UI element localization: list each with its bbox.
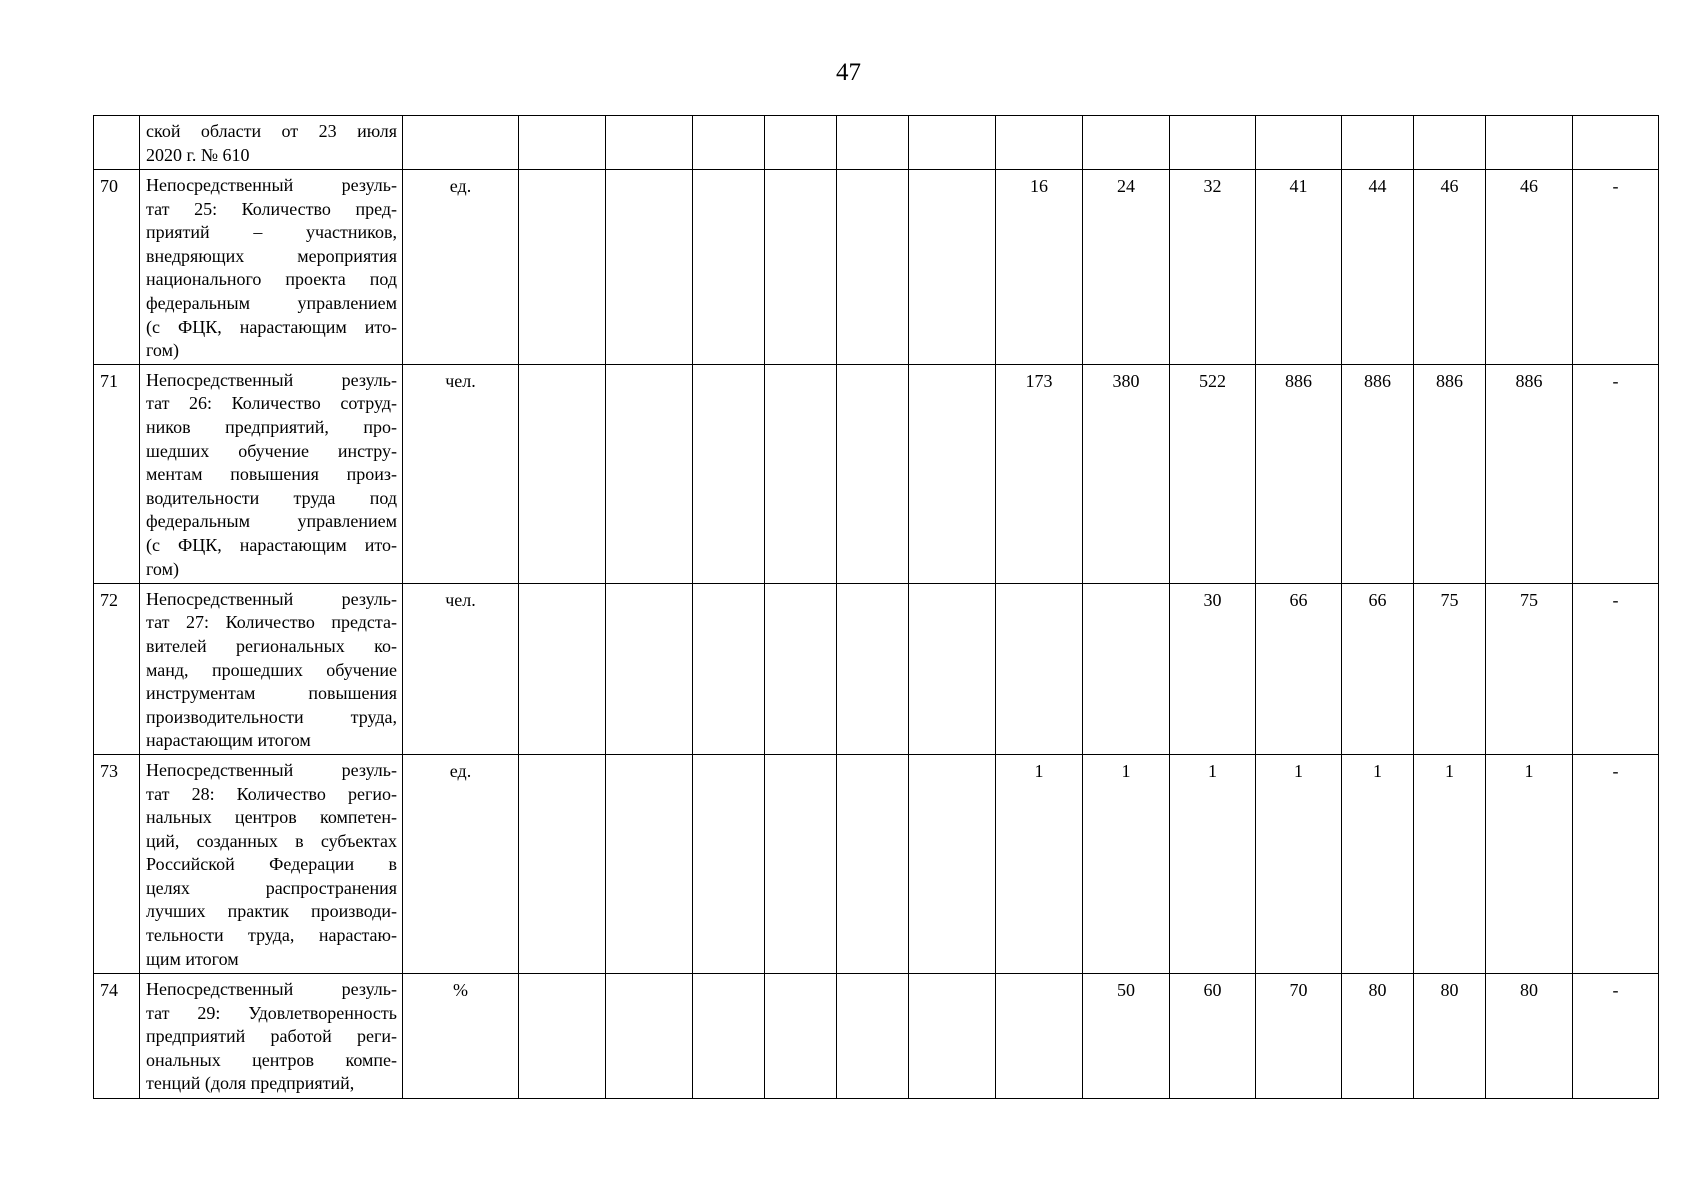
value-cell: 24: [1083, 170, 1170, 365]
row-number-cell: [94, 116, 140, 170]
indicator-name-line: Непосредственный резуль-: [146, 175, 397, 195]
value-cell: 60: [1170, 973, 1256, 1098]
value-cell: 80: [1414, 973, 1486, 1098]
value-cell: 1: [1256, 754, 1342, 973]
indicator-name-line: (с ФЦК, нарастающим ито-: [146, 534, 397, 555]
value-cell: [1083, 583, 1170, 754]
value-cell: 75: [1414, 583, 1486, 754]
row-number-cell: 73: [94, 754, 140, 973]
value-cell: 44: [1342, 170, 1414, 365]
value-cell: 886: [1256, 364, 1342, 583]
value-cell: 80: [1342, 973, 1414, 1098]
unit-cell: %: [403, 973, 519, 1098]
value-cell: 1: [1342, 754, 1414, 973]
indicator-name-line: нарастающим итогом: [146, 730, 311, 751]
indicator-name-line: тат 29: Удовлетворенность: [146, 1002, 397, 1023]
value-cell: [519, 583, 606, 754]
indicator-name-line: вителей региональных ко-: [146, 635, 397, 656]
value-cell: [909, 583, 996, 754]
value-cell: 380: [1083, 364, 1170, 583]
value-cell: [837, 116, 909, 170]
value-cell: [693, 170, 765, 365]
indicator-name-line: гом): [146, 558, 179, 579]
value-cell: [909, 170, 996, 365]
value-cell: [765, 170, 837, 365]
value-cell: [837, 170, 909, 365]
indicator-name-cell: [140, 170, 403, 365]
value-cell: -: [1573, 364, 1659, 583]
value-cell: [519, 754, 606, 973]
value-cell: [519, 364, 606, 583]
indicator-name-cell: [140, 364, 403, 583]
value-cell: [693, 754, 765, 973]
indicator-name-line: производительности труда,: [146, 706, 397, 727]
indicator-name-line: тат 28: Количество регио-: [146, 783, 397, 804]
value-cell: [837, 973, 909, 1098]
indicator-name-cell: [140, 116, 403, 170]
value-cell: -: [1573, 754, 1659, 973]
value-cell: 66: [1342, 583, 1414, 754]
indicator-name-line: гом): [146, 340, 179, 361]
indicator-name-line: Непосредственный резуль-: [146, 588, 397, 609]
indicator-name-line: ций, созданных в субъектах: [146, 830, 397, 851]
value-cell: 46: [1414, 170, 1486, 365]
indicator-name-line: приятий – участников,: [146, 222, 397, 243]
indicator-name-line: тат 25: Количество пред-: [146, 198, 397, 219]
value-cell: [519, 973, 606, 1098]
value-cell: 41: [1256, 170, 1342, 365]
indicator-name-line: внедряющих мероприятия: [146, 245, 397, 266]
value-cell: [996, 116, 1083, 170]
indicator-name-line: целях распространения: [146, 877, 397, 898]
row-number-cell: 71: [94, 364, 140, 583]
indicator-name-line: шедших обучение инстру-: [146, 440, 397, 461]
value-cell: 1: [1414, 754, 1486, 973]
indicator-name-cell: [140, 583, 403, 754]
value-cell: [519, 116, 606, 170]
value-cell: [1256, 116, 1342, 170]
value-cell: [837, 754, 909, 973]
page-number: 47: [836, 59, 861, 86]
indicator-name-line: федеральным управлением: [146, 511, 397, 532]
value-cell: [765, 754, 837, 973]
indicators-table: [93, 115, 1659, 1099]
table-row: [94, 364, 1659, 583]
value-cell: [693, 583, 765, 754]
indicator-name-line: Российской Федерации в: [146, 854, 397, 875]
indicator-name-line: тат 27: Количество предста-: [146, 612, 397, 633]
indicator-name-line: лучших практик производи-: [146, 901, 397, 922]
value-cell: [909, 364, 996, 583]
value-cell: -: [1573, 583, 1659, 754]
value-cell: [1083, 116, 1170, 170]
value-cell: 1: [1486, 754, 1573, 973]
indicator-name-line: тенций (доля предприятий,: [146, 1073, 355, 1094]
value-cell: [765, 116, 837, 170]
value-cell: [606, 116, 693, 170]
table-row: [94, 754, 1659, 973]
row-number-cell: 74: [94, 973, 140, 1098]
unit-cell: ед.: [403, 754, 519, 973]
indicator-name-line: водительности труда под: [146, 487, 397, 508]
value-cell: [909, 973, 996, 1098]
value-cell: [1170, 116, 1256, 170]
value-cell: [1486, 116, 1573, 170]
value-cell: 66: [1256, 583, 1342, 754]
value-cell: [909, 116, 996, 170]
indicator-name-cell: [140, 973, 403, 1098]
value-cell: 1: [1083, 754, 1170, 973]
table-row: [94, 116, 1659, 170]
value-cell: 75: [1486, 583, 1573, 754]
value-cell: -: [1573, 973, 1659, 1098]
indicator-name-line: ментам повышения произ-: [146, 464, 397, 485]
indicator-name-line: ников предприятий, про-: [146, 416, 397, 437]
value-cell: 522: [1170, 364, 1256, 583]
indicator-name-line: Непосредственный резуль-: [146, 759, 397, 780]
value-cell: 1: [996, 754, 1083, 973]
row-number-cell: 72: [94, 583, 140, 754]
value-cell: [606, 973, 693, 1098]
unit-cell: чел.: [403, 364, 519, 583]
value-cell: 30: [1170, 583, 1256, 754]
value-cell: [1573, 116, 1659, 170]
indicator-name-line: нальных центров компетен-: [146, 807, 397, 828]
value-cell: [606, 583, 693, 754]
value-cell: [765, 364, 837, 583]
value-cell: 70: [1256, 973, 1342, 1098]
table-body: [94, 116, 1659, 1099]
table-row: [94, 170, 1659, 365]
value-cell: [909, 754, 996, 973]
indicator-name-line: манд, прошедших обучение: [146, 659, 397, 680]
value-cell: 1: [1170, 754, 1256, 973]
value-cell: -: [1573, 170, 1659, 365]
indicator-name-line: предприятий работой реги-: [146, 1026, 397, 1047]
value-cell: [837, 583, 909, 754]
indicator-name-line: щим итогом: [146, 948, 239, 969]
value-cell: [606, 170, 693, 365]
value-cell: 80: [1486, 973, 1573, 1098]
table-row: [94, 973, 1659, 1098]
value-cell: [693, 973, 765, 1098]
value-cell: [837, 364, 909, 583]
indicator-name-line: 2020 г. № 610: [146, 144, 250, 165]
value-cell: [606, 754, 693, 973]
value-cell: 46: [1486, 170, 1573, 365]
indicator-name-line: Непосредственный резуль-: [146, 978, 397, 999]
indicator-name-line: инструментам повышения: [146, 683, 397, 704]
value-cell: [519, 170, 606, 365]
value-cell: 886: [1414, 364, 1486, 583]
unit-cell: ед.: [403, 170, 519, 365]
indicator-name-line: тельности труда, нарастаю-: [146, 925, 397, 946]
value-cell: [996, 583, 1083, 754]
value-cell: [1414, 116, 1486, 170]
value-cell: [693, 364, 765, 583]
value-cell: 173: [996, 364, 1083, 583]
value-cell: 32: [1170, 170, 1256, 365]
value-cell: [606, 364, 693, 583]
value-cell: 50: [1083, 973, 1170, 1098]
indicator-name-line: тат 26: Количество сотруд-: [146, 393, 397, 414]
indicator-name-line: ональных центров компе-: [146, 1049, 397, 1070]
value-cell: 16: [996, 170, 1083, 365]
unit-cell: чел.: [403, 583, 519, 754]
table-row: [94, 583, 1659, 754]
value-cell: [765, 973, 837, 1098]
unit-cell: [403, 116, 519, 170]
indicator-name-line: национального проекта под: [146, 269, 397, 290]
value-cell: [996, 973, 1083, 1098]
value-cell: [1342, 116, 1414, 170]
value-cell: [765, 583, 837, 754]
value-cell: 886: [1342, 364, 1414, 583]
row-number-cell: 70: [94, 170, 140, 365]
indicator-name-line: Непосредственный резуль-: [146, 369, 397, 390]
value-cell: 886: [1486, 364, 1573, 583]
indicator-name-line: ской области от 23 июля: [146, 121, 397, 141]
indicator-name-line: федеральным управлением: [146, 292, 397, 313]
value-cell: [693, 116, 765, 170]
indicator-name-line: (с ФЦК, нарастающим ито-: [146, 316, 397, 337]
indicator-name-cell: [140, 754, 403, 973]
